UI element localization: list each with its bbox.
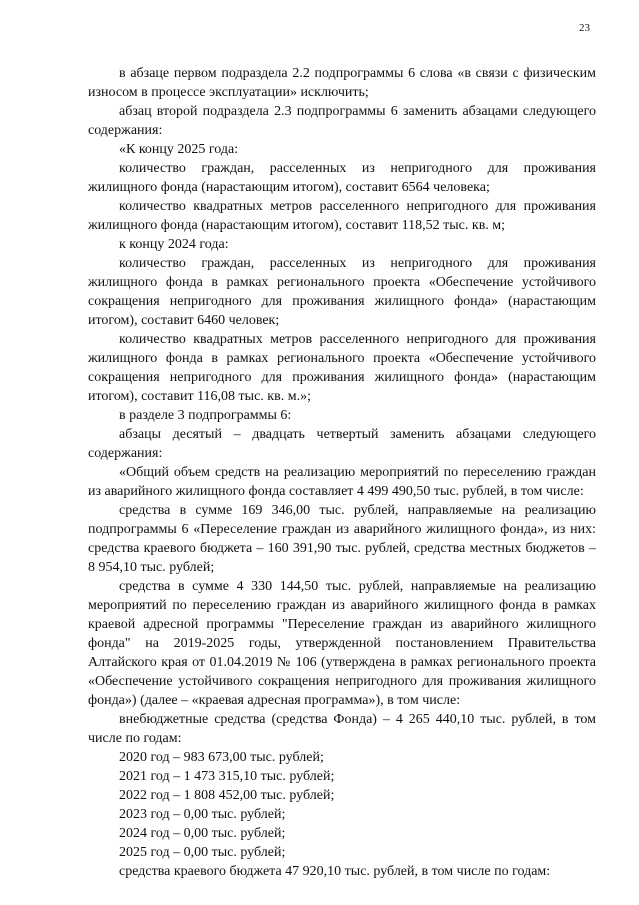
year-line: 2025 год – 0,00 тыс. рублей; [119,845,286,860]
paragraph: «Общий объем средств на реализацию мероприятий по переселению граждан из аварийного жилищного фонда составляет 4 499 490,50 тыс. рублей, в том числе: [88,465,596,499]
paragraph: в разделе 3 подпрограммы 6: [119,408,292,423]
paragraph: количество квадратных метров расселенного непригодного для проживания жилищного фонда (нарастающим итогом), составит 118,52 тыс. кв. м; [88,199,596,233]
paragraph: средства в сумме 4 330 144,50 тыс. рублей, направляемые на реализацию мероприятий по переселению граждан из аварийного жилищного фонда в рамках краевой адресной программы "Переселение граждан из аварийного жилищного фонда" на 2019-2025 годы, утвержденной постановлением Правительства Алтайского края от 01.04.2019 № 106 (утверждена в рамках регионального проекта «Обеспечение устойчивого сокращения непригодного для проживания жилищного фонда») (далее – «краевая адресная программа»), в том числе: [88,579,596,708]
year-line: 2022 год – 1 808 452,00 тыс. рублей; [119,788,335,803]
paragraph: средства краевого бюджета 47 920,10 тыс. рублей, в том числе по годам: [119,864,551,879]
paragraph: в абзаце первом подраздела 2.2 подпрограммы 6 слова «в связи с физическим износом в процессе эксплуатации» исключить; [88,66,596,100]
paragraph: средства в сумме 169 346,00 тыс. рублей, направляемые на реализацию подпрограммы 6 «Переселение граждан из аварийного жилищного фонда», из них: средства краевого бюджета – 160 391,90 тыс. рублей, средства местных бюджетов – 8 954,10 тыс. рублей; [88,503,596,575]
paragraph: количество граждан, расселенных из непригодного для проживания жилищного фонда в рамках регионального проекта «Обеспечение устойчивого сокращения непригодного для проживания жилищного фонда» (нарастающим итогом), составит 6460 человек; [88,256,596,328]
paragraph: абзацы десятый – двадцать четвертый заменить абзацами следующего содержания: [88,427,596,461]
paragraph: количество квадратных метров расселенного непригодного для проживания жилищного фонда в рамках регионального проекта «Обеспечение устойчивого сокращения непригодного для проживания жилищного фонда» (нарастающим итогом), составит 116,08 тыс. кв. м.»; [88,332,596,404]
document-body [88,64,596,881]
paragraph: внебюджетные средства (средства Фонда) – 4 265 440,10 тыс. рублей, в том числе по годам: [88,712,596,746]
year-line: 2021 год – 1 473 315,10 тыс. рублей; [119,769,335,784]
year-line: 2024 год – 0,00 тыс. рублей; [119,826,286,841]
year-line: 2023 год – 0,00 тыс. рублей; [119,807,286,822]
paragraph: «К концу 2025 года: [119,142,239,157]
paragraph: к концу 2024 года: [119,237,229,252]
paragraph: абзац второй подраздела 2.3 подпрограммы 6 заменить абзацами следующего содержания: [88,104,596,138]
paragraph: количество граждан, расселенных из непригодного для проживания жилищного фонда (нарастающим итогом), составит 6564 человека; [88,161,596,195]
page-number: 23 [579,22,590,34]
year-line: 2020 год – 983 673,00 тыс. рублей; [119,750,324,765]
